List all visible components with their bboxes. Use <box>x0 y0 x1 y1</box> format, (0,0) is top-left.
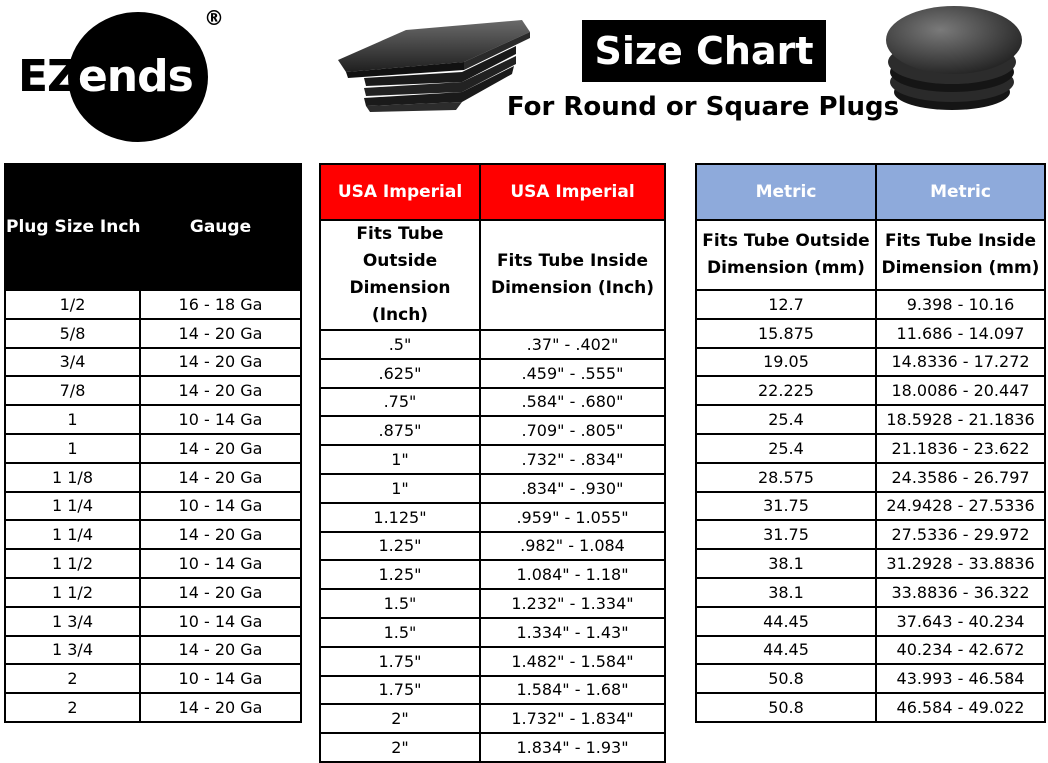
table-row <box>696 578 1045 607</box>
table-cell: 14.8336 - 17.272 <box>876 348 1045 377</box>
table-cell: 2" <box>320 733 480 762</box>
table-row <box>5 290 301 319</box>
table-cell: 24.3586 - 26.797 <box>876 463 1045 492</box>
table-cell: 1 1/8 <box>5 463 140 492</box>
table-cell: 28.575 <box>696 463 876 492</box>
table-cell: 1.834" - 1.93" <box>480 733 665 762</box>
table-cell: 1 3/4 <box>5 636 140 665</box>
table-cell: 33.8836 - 36.322 <box>876 578 1045 607</box>
table-row <box>320 330 665 359</box>
table-row <box>5 434 301 463</box>
table-cell: 12.7 <box>696 290 876 319</box>
metric-group-header: Metric <box>696 164 876 220</box>
imperial-table-body <box>320 330 665 762</box>
table-row <box>5 348 301 377</box>
table-cell: 10 - 14 Ga <box>140 549 301 578</box>
table-cell: 22.225 <box>696 376 876 405</box>
table-row <box>5 492 301 521</box>
plug-size-header: Plug Size Inch <box>5 164 140 290</box>
table-cell: 14 - 20 Ga <box>140 578 301 607</box>
table-cell: 14 - 20 Ga <box>140 693 301 722</box>
table-cell: .459" - .555" <box>480 359 665 388</box>
table-row <box>696 664 1045 693</box>
table-cell: 44.45 <box>696 607 876 636</box>
table-cell: 9.398 - 10.16 <box>876 290 1045 319</box>
table-cell: 7/8 <box>5 376 140 405</box>
table-cell: 50.8 <box>696 693 876 722</box>
table-row <box>320 704 665 733</box>
table-cell: .75" <box>320 388 480 417</box>
metric-table-body <box>696 290 1045 722</box>
table-cell: 50.8 <box>696 664 876 693</box>
table-row <box>5 405 301 434</box>
table-cell: .37" - .402" <box>480 330 665 359</box>
registered-mark: ® <box>204 6 224 30</box>
table-row <box>5 376 301 405</box>
table-row <box>320 589 665 618</box>
table-cell: 1" <box>320 474 480 503</box>
page-title: Size Chart <box>582 20 826 82</box>
table-cell: 1 <box>5 434 140 463</box>
table-row <box>696 693 1045 722</box>
table-cell: 1.75" <box>320 647 480 676</box>
table-cell: .584" - .680" <box>480 388 665 417</box>
table-row <box>696 319 1045 348</box>
table-cell: 1.5" <box>320 618 480 647</box>
table-row <box>320 532 665 561</box>
table-cell: 1.584" - 1.68" <box>480 676 665 705</box>
table-cell: 1/2 <box>5 290 140 319</box>
table-cell: 40.234 - 42.672 <box>876 636 1045 665</box>
table-cell: 1 1/2 <box>5 549 140 578</box>
table-cell: 1.5" <box>320 589 480 618</box>
table-cell: 14 - 20 Ga <box>140 520 301 549</box>
table-row <box>696 492 1045 521</box>
table-row <box>5 607 301 636</box>
plug-size-table <box>4 163 302 723</box>
table-row <box>5 463 301 492</box>
table-cell: 46.584 - 49.022 <box>876 693 1045 722</box>
table-cell: 31.75 <box>696 492 876 521</box>
table-cell: 38.1 <box>696 578 876 607</box>
table-row <box>320 733 665 762</box>
imperial-inside-header: Fits Tube Inside Dimension (Inch) <box>480 220 665 330</box>
table-cell: 27.5336 - 29.972 <box>876 520 1045 549</box>
table-cell: 31.75 <box>696 520 876 549</box>
ezends-logo <box>18 6 224 142</box>
table-cell: 2 <box>5 693 140 722</box>
table-row <box>320 416 665 445</box>
imperial-group-header: USA Imperial <box>480 164 665 220</box>
table-cell: 38.1 <box>696 549 876 578</box>
table-row <box>320 388 665 417</box>
table-row <box>5 520 301 549</box>
table-cell: 10 - 14 Ga <box>140 492 301 521</box>
table-cell: 24.9428 - 27.5336 <box>876 492 1045 521</box>
table-cell: .709" - .805" <box>480 416 665 445</box>
table-row <box>320 474 665 503</box>
table-cell: 14 - 20 Ga <box>140 319 301 348</box>
metric-outside-header: Fits Tube Outside Dimension (mm) <box>696 220 876 290</box>
table-cell: 1.482" - 1.584" <box>480 647 665 676</box>
table-row <box>320 359 665 388</box>
table-row <box>696 520 1045 549</box>
table-cell: 10 - 14 Ga <box>140 664 301 693</box>
table-row <box>696 376 1045 405</box>
table-cell: 2 <box>5 664 140 693</box>
imperial-group-header: USA Imperial <box>320 164 480 220</box>
table-cell: 18.0086 - 20.447 <box>876 376 1045 405</box>
table-cell: .982" - 1.084 <box>480 532 665 561</box>
table-cell: 14 - 20 Ga <box>140 434 301 463</box>
table-cell: 1.25" <box>320 532 480 561</box>
table-cell: 14 - 20 Ga <box>140 636 301 665</box>
table-row <box>320 503 665 532</box>
table-cell: 5/8 <box>5 319 140 348</box>
table-row <box>320 618 665 647</box>
table-cell: 1.334" - 1.43" <box>480 618 665 647</box>
table-cell: 25.4 <box>696 434 876 463</box>
gauge-header: Gauge <box>140 164 301 290</box>
table-cell: 1 1/4 <box>5 492 140 521</box>
table-row <box>320 647 665 676</box>
table-row <box>696 405 1045 434</box>
table-cell: 19.05 <box>696 348 876 377</box>
table-cell: 1.084" - 1.18" <box>480 560 665 589</box>
table-cell: 44.45 <box>696 636 876 665</box>
table-row <box>5 693 301 722</box>
table-cell: 2" <box>320 704 480 733</box>
table-cell: .959" - 1.055" <box>480 503 665 532</box>
table-cell: 1.125" <box>320 503 480 532</box>
table-cell: 1 <box>5 405 140 434</box>
table-cell: 1 1/4 <box>5 520 140 549</box>
table-row <box>5 319 301 348</box>
table-row <box>696 607 1045 636</box>
table-row <box>696 290 1045 319</box>
table-cell: 1 1/2 <box>5 578 140 607</box>
table-row <box>696 636 1045 665</box>
table-cell: 11.686 - 14.097 <box>876 319 1045 348</box>
table-cell: 1.232" - 1.334" <box>480 589 665 618</box>
metric-table <box>695 163 1046 723</box>
table-row <box>5 636 301 665</box>
table-row <box>696 348 1045 377</box>
table-cell: 43.993 - 46.584 <box>876 664 1045 693</box>
metric-group-header: Metric <box>876 164 1045 220</box>
table-cell: 25.4 <box>696 405 876 434</box>
table-cell: 16 - 18 Ga <box>140 290 301 319</box>
table-cell: 37.643 - 40.234 <box>876 607 1045 636</box>
table-row <box>5 664 301 693</box>
table-row <box>5 578 301 607</box>
table-row <box>696 434 1045 463</box>
table-cell: 14 - 20 Ga <box>140 463 301 492</box>
table-cell: 1 3/4 <box>5 607 140 636</box>
table-cell: .625" <box>320 359 480 388</box>
table-cell: 18.5928 - 21.1836 <box>876 405 1045 434</box>
table-cell: 1" <box>320 445 480 474</box>
table-cell: 1.25" <box>320 560 480 589</box>
table-cell: .732" - .834" <box>480 445 665 474</box>
table-row <box>320 676 665 705</box>
table-row <box>696 549 1045 578</box>
table-cell: .834" - .930" <box>480 474 665 503</box>
table-cell: 1.75" <box>320 676 480 705</box>
table-cell: 1.732" - 1.834" <box>480 704 665 733</box>
imperial-outside-header: Fits Tube Outside Dimension (Inch) <box>320 220 480 330</box>
table-cell: 21.1836 - 23.622 <box>876 434 1045 463</box>
logo-wordmark: EZends <box>18 51 193 102</box>
page-subtitle: For Round or Square Plugs <box>506 92 900 122</box>
table-cell: 31.2928 - 33.8836 <box>876 549 1045 578</box>
table-row <box>696 463 1045 492</box>
table-cell: 10 - 14 Ga <box>140 405 301 434</box>
imperial-table <box>319 163 666 763</box>
table-cell: 3/4 <box>5 348 140 377</box>
table-cell: 14 - 20 Ga <box>140 348 301 377</box>
table-cell: .875" <box>320 416 480 445</box>
metric-inside-header: Fits Tube Inside Dimension (mm) <box>876 220 1045 290</box>
plug-size-table-body <box>5 290 301 722</box>
table-cell: 14 - 20 Ga <box>140 376 301 405</box>
table-cell: 10 - 14 Ga <box>140 607 301 636</box>
table-cell: .5" <box>320 330 480 359</box>
table-row <box>5 549 301 578</box>
table-cell: 15.875 <box>696 319 876 348</box>
table-row <box>320 445 665 474</box>
table-row <box>320 560 665 589</box>
